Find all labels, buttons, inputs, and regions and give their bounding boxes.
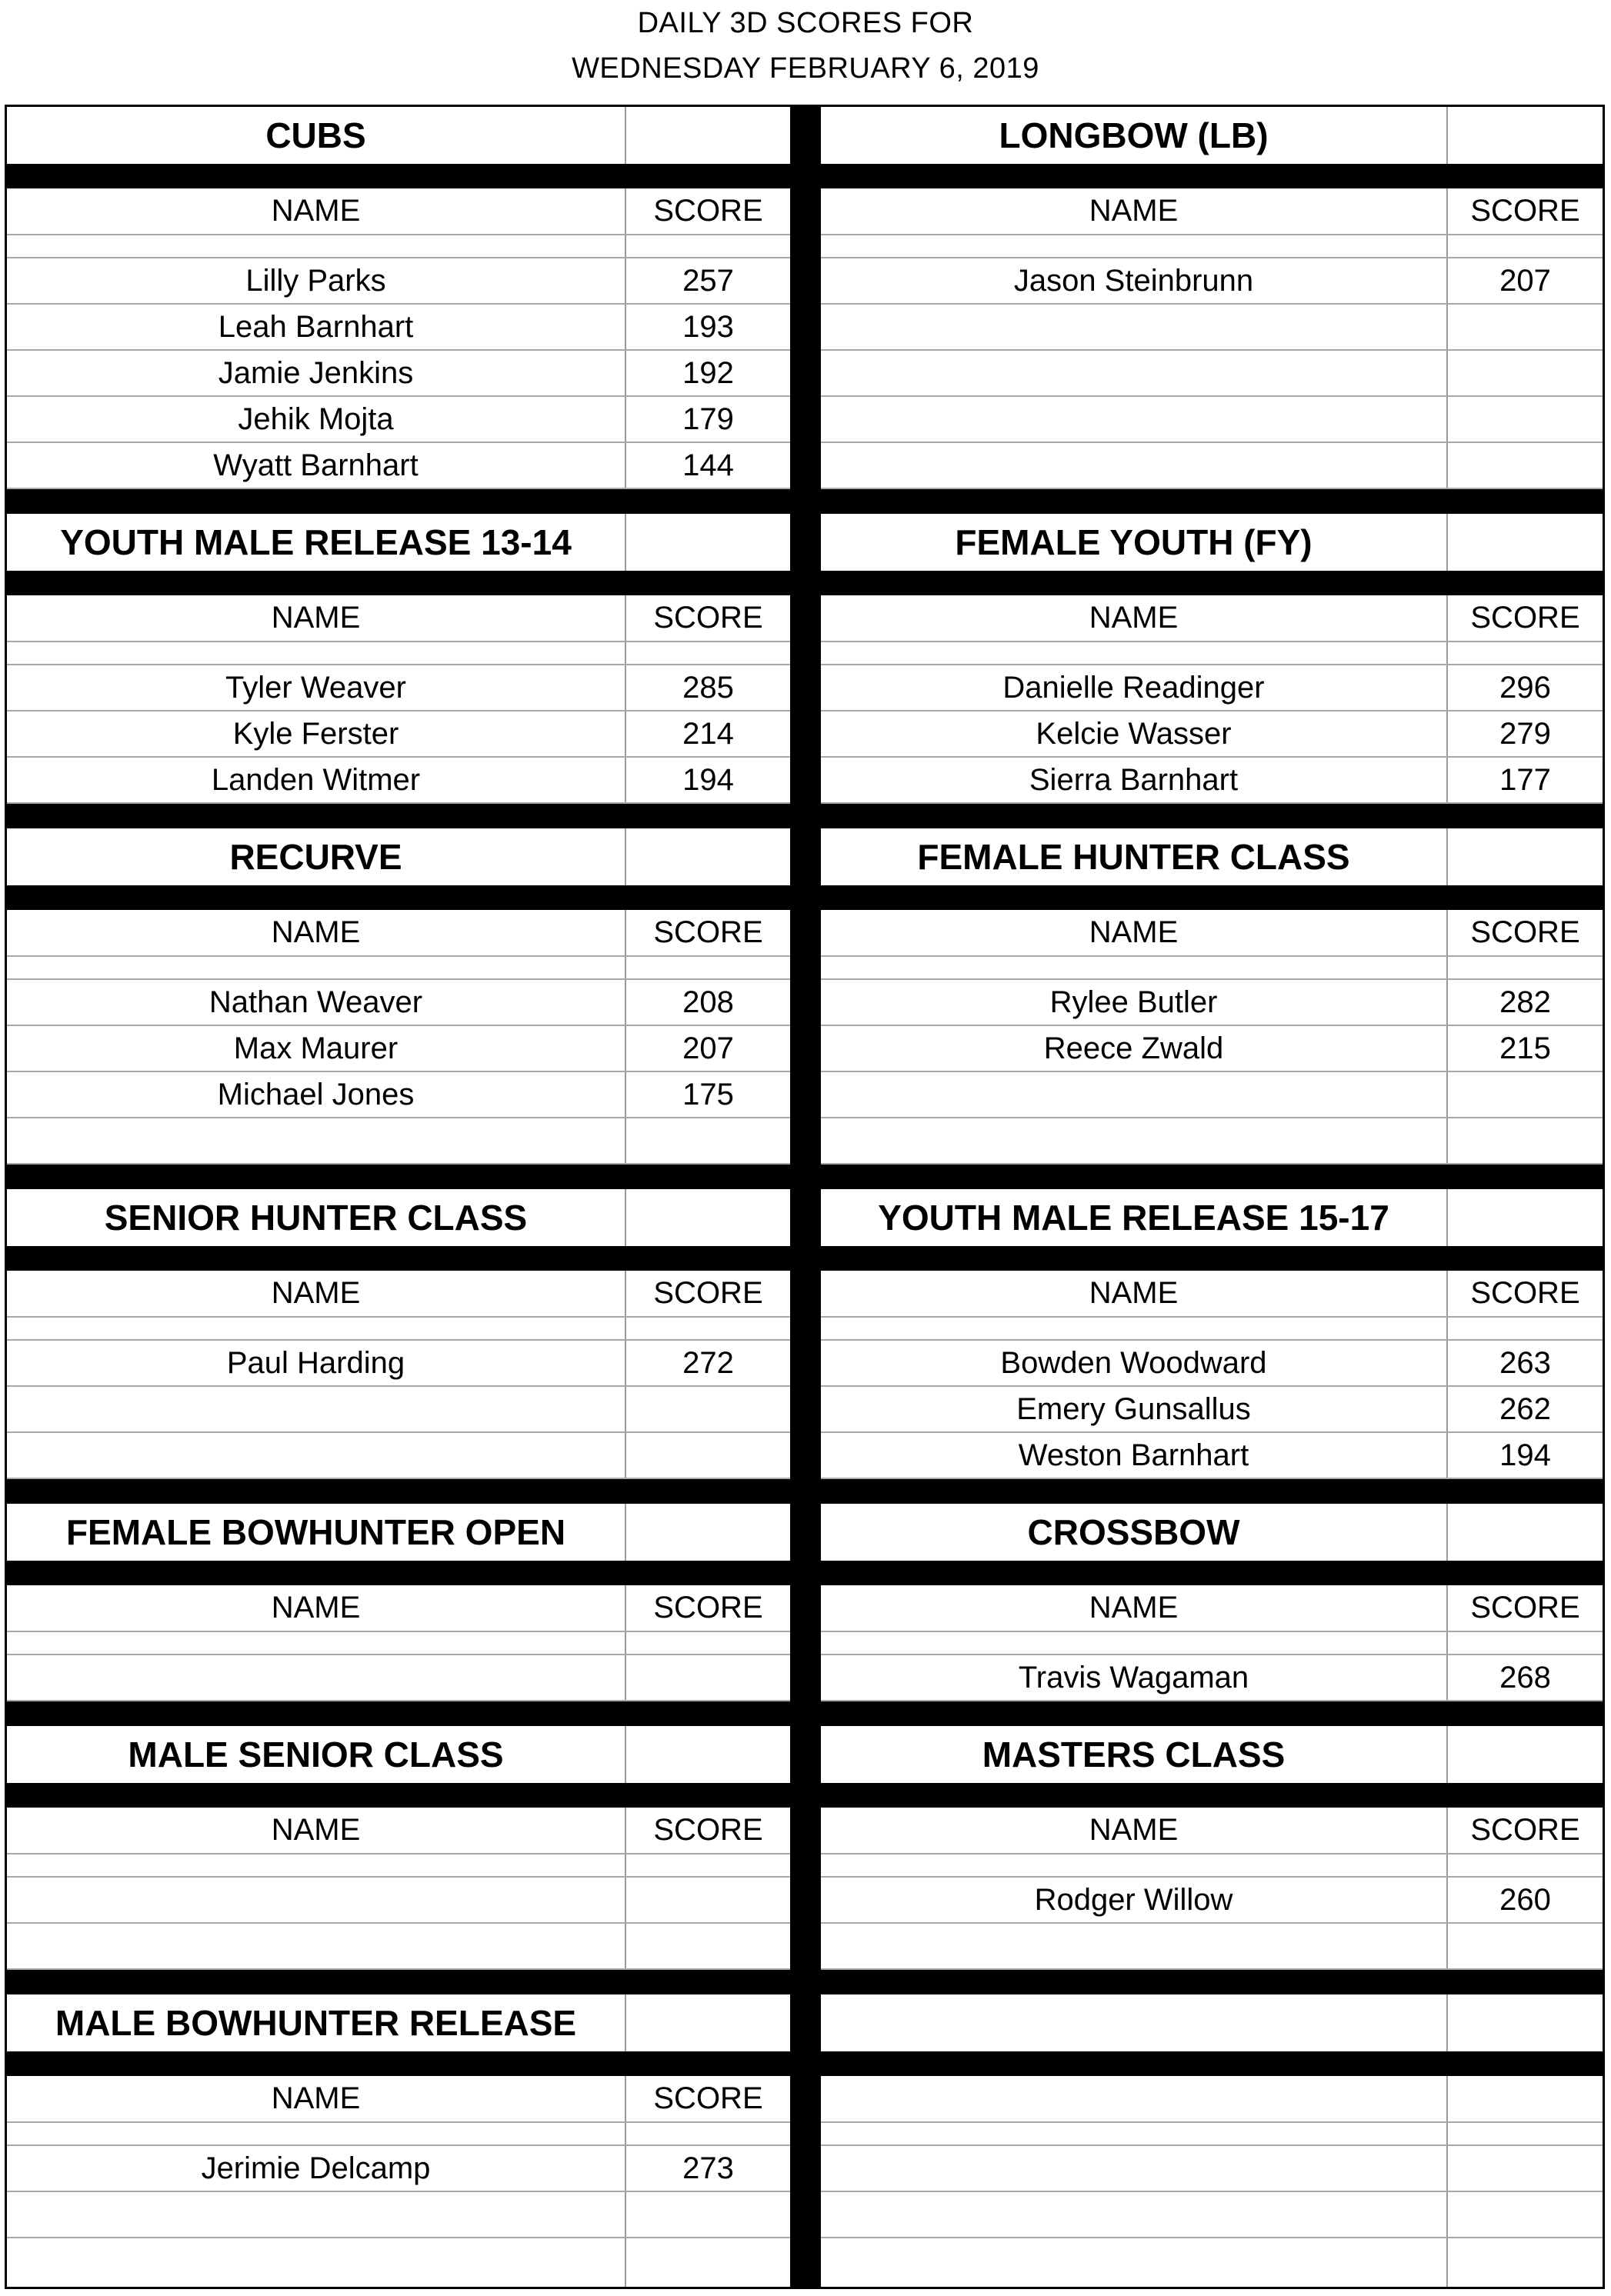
score-cell xyxy=(1448,2146,1603,2191)
score-cell: 144 xyxy=(682,448,734,482)
section-bar xyxy=(7,571,790,595)
spacer-row xyxy=(821,1318,1603,1341)
column-header-row xyxy=(7,910,790,957)
score-cell xyxy=(1448,1318,1603,1339)
table-row xyxy=(7,1118,790,1165)
name-cell xyxy=(7,2192,625,2237)
table-row xyxy=(7,443,790,489)
score-cell xyxy=(626,235,790,257)
score-cell xyxy=(626,2192,790,2237)
section-bar xyxy=(821,571,1603,595)
score-cell: SCORE xyxy=(1470,601,1580,635)
section-header xyxy=(7,1726,790,1783)
spacer-row xyxy=(821,1632,1603,1655)
score-section xyxy=(7,1189,790,1504)
section-gap xyxy=(7,1970,790,1994)
column-header-row xyxy=(7,188,790,235)
score-cell xyxy=(626,957,790,978)
name-cell xyxy=(7,1655,625,1700)
table-row xyxy=(821,1433,1603,1479)
name-cell: Tyler Weaver xyxy=(225,670,406,705)
name-cell: Sierra Barnhart xyxy=(1029,762,1239,797)
name-cell: NAME xyxy=(1089,915,1179,949)
table-row xyxy=(7,1878,790,1924)
score-cell: SCORE xyxy=(1470,1276,1580,1310)
score-cell: 272 xyxy=(682,1345,734,1380)
score-section xyxy=(821,1994,1603,2238)
score-cell xyxy=(1448,305,1603,349)
score-cell xyxy=(626,1433,790,1478)
score-cell xyxy=(1448,2076,1603,2121)
name-cell xyxy=(7,1924,625,1968)
name-cell xyxy=(7,2123,625,2144)
name-cell: Lilly Parks xyxy=(245,263,386,298)
name-cell: NAME xyxy=(1089,1591,1179,1625)
column-header-row xyxy=(821,2076,1603,2123)
score-cell xyxy=(626,1924,790,1968)
name-cell: Kyle Ferster xyxy=(232,716,399,751)
score-cell xyxy=(1448,2123,1603,2144)
section-title-score-cell xyxy=(1448,1994,1603,2051)
table-row xyxy=(821,351,1603,397)
score-section xyxy=(7,828,790,1189)
score-cell: SCORE xyxy=(653,1591,763,1625)
score-section xyxy=(7,1726,790,1994)
name-cell xyxy=(7,1118,625,1163)
section-title: RECURVE xyxy=(229,837,402,877)
score-cell xyxy=(1448,443,1603,488)
section-title-score-cell xyxy=(1448,514,1603,571)
table-row xyxy=(7,758,790,804)
section-header xyxy=(821,1504,1603,1561)
section-header xyxy=(821,514,1603,571)
table-row xyxy=(821,1026,1603,1072)
section-title: MALE BOWHUNTER RELEASE xyxy=(55,2003,577,2043)
score-cell: SCORE xyxy=(1470,1591,1580,1625)
table-row xyxy=(821,2192,1603,2238)
score-section xyxy=(7,1994,790,2238)
column-header-row xyxy=(7,595,790,642)
score-cell xyxy=(1448,235,1603,257)
score-cell: 279 xyxy=(1499,716,1551,751)
table-row xyxy=(821,1341,1603,1387)
table-row xyxy=(821,980,1603,1026)
score-cell xyxy=(1448,397,1603,442)
name-cell xyxy=(7,1433,625,1478)
table-row xyxy=(7,665,790,711)
name-cell: Bowden Woodward xyxy=(1000,1345,1267,1380)
name-cell: NAME xyxy=(271,915,361,949)
name-cell: Paul Harding xyxy=(226,1345,405,1380)
score-cell xyxy=(626,1878,790,1922)
section-header xyxy=(821,107,1603,164)
section-gap xyxy=(7,1165,790,1189)
score-cell xyxy=(1448,1072,1603,1117)
section-title: YOUTH MALE RELEASE 15-17 xyxy=(878,1198,1389,1238)
section-title: CUBS xyxy=(265,115,366,155)
name-cell xyxy=(821,2146,1446,2191)
left-column xyxy=(7,107,790,2287)
score-cell xyxy=(626,1387,790,1431)
section-bar xyxy=(7,885,790,910)
column-header-row xyxy=(7,1585,790,1632)
section-title-score-cell xyxy=(626,514,790,571)
score-cell: SCORE xyxy=(1470,915,1580,949)
name-cell: Kelcie Wasser xyxy=(1036,716,1232,751)
column-header-row xyxy=(821,1808,1603,1854)
section-gap xyxy=(821,1479,1603,1504)
table-row xyxy=(7,711,790,758)
table-row xyxy=(7,1387,790,1433)
table-row xyxy=(821,1072,1603,1118)
section-bar xyxy=(821,1783,1603,1808)
score-cell: SCORE xyxy=(1470,1813,1580,1847)
section-gap xyxy=(7,1701,790,1726)
name-cell: Travis Wagaman xyxy=(1018,1660,1249,1695)
name-cell: Jehik Mojta xyxy=(238,402,394,436)
score-section xyxy=(7,1504,790,1726)
section-bar xyxy=(7,1783,790,1808)
page-title-line2: WEDNESDAY FEBRUARY 6, 2019 xyxy=(572,52,1039,85)
right-column xyxy=(821,107,1603,2287)
score-cell: 194 xyxy=(682,762,734,797)
table-row xyxy=(7,1026,790,1072)
score-cell: 207 xyxy=(1499,263,1551,298)
name-cell xyxy=(821,351,1446,395)
column-header-row xyxy=(821,595,1603,642)
section-title-score-cell xyxy=(626,828,790,885)
section-title-score-cell xyxy=(626,1504,790,1561)
name-cell: Jason Steinbrunn xyxy=(1013,263,1254,298)
section-title-score-cell xyxy=(1448,828,1603,885)
section-bar xyxy=(821,2051,1603,2076)
table-row xyxy=(821,758,1603,804)
score-cell: 207 xyxy=(682,1031,734,1065)
section-gap xyxy=(821,1165,1603,1189)
name-cell: NAME xyxy=(271,194,361,228)
table-row xyxy=(7,2192,790,2238)
section-bar xyxy=(821,164,1603,188)
name-cell: Leah Barnhart xyxy=(218,309,414,344)
name-cell: Emery Gunsallus xyxy=(1016,1391,1251,1426)
score-cell: SCORE xyxy=(1470,194,1580,228)
column-header-row xyxy=(821,1585,1603,1632)
name-cell: Jerimie Delcamp xyxy=(201,2151,431,2185)
section-header xyxy=(7,1994,790,2051)
name-cell: NAME xyxy=(1089,1276,1179,1310)
score-cell: 194 xyxy=(1499,1438,1551,1472)
score-cell xyxy=(626,2123,790,2144)
name-cell xyxy=(7,235,625,257)
name-cell xyxy=(821,1118,1446,1163)
name-cell xyxy=(821,443,1446,488)
table-row xyxy=(7,2146,790,2192)
name-cell: NAME xyxy=(271,601,361,635)
score-cell: 215 xyxy=(1499,1031,1551,1065)
score-cell: SCORE xyxy=(653,1813,763,1847)
name-cell: Danielle Readinger xyxy=(1002,670,1265,705)
section-title: MALE SENIOR CLASS xyxy=(128,1734,504,1774)
page-title-line1: DAILY 3D SCORES FOR xyxy=(637,7,974,39)
section-bar xyxy=(821,1246,1603,1271)
score-cell: 268 xyxy=(1499,1660,1551,1695)
name-cell xyxy=(821,397,1446,442)
name-cell xyxy=(821,1632,1446,1654)
score-cell xyxy=(1448,2192,1603,2237)
table-row xyxy=(7,1924,790,1970)
section-header xyxy=(7,1189,790,1246)
table-row xyxy=(7,305,790,351)
section-gap xyxy=(821,489,1603,514)
score-cell: 273 xyxy=(682,2151,734,2185)
section-title-score-cell xyxy=(1448,1189,1603,1246)
table-row xyxy=(821,305,1603,351)
section-gap xyxy=(7,489,790,514)
score-section xyxy=(821,828,1603,1189)
score-section xyxy=(7,107,790,514)
section-title: SENIOR HUNTER CLASS xyxy=(104,1198,528,1238)
table-row xyxy=(821,711,1603,758)
name-cell xyxy=(7,1878,625,1922)
score-section xyxy=(821,1189,1603,1504)
table-row xyxy=(7,1072,790,1118)
table-row xyxy=(7,397,790,443)
score-cell xyxy=(1448,1854,1603,1876)
section-gap xyxy=(7,804,790,828)
score-cell xyxy=(626,1655,790,1700)
score-cell xyxy=(626,642,790,664)
section-title: LONGBOW (LB) xyxy=(999,115,1269,155)
score-section xyxy=(821,1726,1603,1994)
score-cell: 175 xyxy=(682,1077,734,1111)
table-row xyxy=(821,1655,1603,1701)
section-title-score-cell xyxy=(1448,1504,1603,1561)
spacer-row xyxy=(7,957,790,980)
score-cell xyxy=(1448,351,1603,395)
score-cell: 192 xyxy=(682,355,734,390)
score-cell xyxy=(626,1118,790,1163)
name-cell: NAME xyxy=(271,1813,361,1847)
table-row xyxy=(7,1433,790,1479)
score-cell: 177 xyxy=(1499,762,1551,797)
table-row xyxy=(7,1655,790,1701)
section-title: FEMALE HUNTER CLASS xyxy=(917,837,1350,877)
spacer-row xyxy=(821,642,1603,665)
section-title-score-cell xyxy=(626,1994,790,2051)
name-cell: Wyatt Barnhart xyxy=(213,448,419,482)
name-cell xyxy=(7,1632,625,1654)
score-cell: SCORE xyxy=(653,2081,763,2115)
spacer-row xyxy=(7,642,790,665)
section-title: YOUTH MALE RELEASE 13-14 xyxy=(60,522,572,562)
section-title-score-cell xyxy=(626,1189,790,1246)
spacer-row xyxy=(7,1854,790,1878)
table-row xyxy=(7,980,790,1026)
score-sheet xyxy=(5,105,1605,2289)
table-row xyxy=(821,665,1603,711)
section-header xyxy=(7,107,790,164)
section-bar xyxy=(7,1561,790,1585)
section-bar xyxy=(7,164,790,188)
section-title-score-cell xyxy=(626,107,790,164)
name-cell xyxy=(821,1072,1446,1117)
section-header xyxy=(821,828,1603,885)
score-cell: 263 xyxy=(1499,1345,1551,1380)
section-bar xyxy=(821,1561,1603,1585)
score-cell: 179 xyxy=(682,402,734,436)
score-section xyxy=(821,107,1603,514)
name-cell xyxy=(821,2076,1446,2121)
name-cell xyxy=(821,1318,1446,1339)
spacer-row xyxy=(821,1854,1603,1878)
table-row xyxy=(821,443,1603,489)
section-bar xyxy=(821,885,1603,910)
name-cell xyxy=(821,2123,1446,2144)
name-cell xyxy=(821,957,1446,978)
column-header-row xyxy=(7,2076,790,2123)
name-cell: NAME xyxy=(1089,601,1179,635)
name-cell: Landen Witmer xyxy=(211,762,421,797)
spacer-row xyxy=(821,235,1603,258)
section-title xyxy=(821,1994,1446,2051)
name-cell xyxy=(821,305,1446,349)
name-cell: Rylee Butler xyxy=(1049,985,1218,1019)
score-section xyxy=(7,514,790,828)
name-cell: Max Maurer xyxy=(233,1031,399,1065)
name-cell: NAME xyxy=(1089,194,1179,228)
name-cell: NAME xyxy=(1089,1813,1179,1847)
table-row xyxy=(7,351,790,397)
table-row xyxy=(821,258,1603,305)
section-title-score-cell xyxy=(626,1726,790,1783)
score-cell: 282 xyxy=(1499,985,1551,1019)
table-row xyxy=(821,1387,1603,1433)
score-cell xyxy=(1448,1924,1603,1968)
section-title: CROSSBOW xyxy=(1027,1512,1240,1552)
section-header xyxy=(821,1726,1603,1783)
spacer-row xyxy=(7,1318,790,1341)
name-cell xyxy=(821,642,1446,664)
section-title: FEMALE BOWHUNTER OPEN xyxy=(65,1512,566,1552)
section-header xyxy=(821,1994,1603,2051)
section-bar xyxy=(7,2051,790,2076)
score-section xyxy=(821,1504,1603,1726)
name-cell xyxy=(7,1854,625,1876)
score-cell: 260 xyxy=(1499,1882,1551,1917)
score-cell xyxy=(1448,1632,1603,1654)
name-cell: Reece Zwald xyxy=(1043,1031,1224,1065)
column-header-row xyxy=(7,1271,790,1318)
score-cell xyxy=(1448,957,1603,978)
name-cell: Rodger Willow xyxy=(1034,1882,1233,1917)
score-cell: 262 xyxy=(1499,1391,1551,1426)
section-gap xyxy=(821,1701,1603,1726)
section-header xyxy=(7,828,790,885)
section-title-score-cell xyxy=(1448,107,1603,164)
table-row xyxy=(7,1341,790,1387)
section-gap xyxy=(821,804,1603,828)
section-header xyxy=(7,1504,790,1561)
spacer-row xyxy=(7,1632,790,1655)
name-cell xyxy=(7,1387,625,1431)
table-row xyxy=(821,1118,1603,1165)
name-cell xyxy=(7,957,625,978)
section-title: MASTERS CLASS xyxy=(982,1734,1286,1774)
score-cell: SCORE xyxy=(653,194,763,228)
name-cell xyxy=(821,2192,1446,2237)
section-gap xyxy=(821,1970,1603,1994)
section-gap xyxy=(7,1479,790,1504)
table-row xyxy=(821,397,1603,443)
column-divider xyxy=(790,107,821,2287)
spacer-row xyxy=(7,2123,790,2146)
score-cell: 257 xyxy=(682,263,734,298)
score-section xyxy=(821,514,1603,828)
section-header xyxy=(821,1189,1603,1246)
score-cell: 214 xyxy=(682,716,734,751)
name-cell: NAME xyxy=(271,1591,361,1625)
spacer-row xyxy=(7,235,790,258)
name-cell xyxy=(7,642,625,664)
section-title: FEMALE YOUTH (FY) xyxy=(955,522,1312,562)
score-cell: SCORE xyxy=(653,915,763,949)
section-title-score-cell xyxy=(1448,1726,1603,1783)
score-cell: SCORE xyxy=(653,601,763,635)
score-cell: 296 xyxy=(1499,670,1551,705)
score-cell xyxy=(626,1632,790,1654)
name-cell: Jamie Jenkins xyxy=(218,355,414,390)
column-header-row xyxy=(821,1271,1603,1318)
section-header xyxy=(7,514,790,571)
section-bar xyxy=(7,1246,790,1271)
name-cell xyxy=(821,1854,1446,1876)
table-row xyxy=(821,1924,1603,1970)
table-row xyxy=(821,2146,1603,2192)
name-cell: Nathan Weaver xyxy=(208,985,423,1019)
spacer-row xyxy=(821,2123,1603,2146)
score-cell xyxy=(626,1854,790,1876)
table-row xyxy=(7,258,790,305)
score-cell: SCORE xyxy=(653,1276,763,1310)
name-cell: NAME xyxy=(271,2081,361,2115)
name-cell xyxy=(821,1924,1446,1968)
name-cell: Michael Jones xyxy=(217,1077,415,1111)
score-cell xyxy=(626,1318,790,1339)
spacer-row xyxy=(821,957,1603,980)
column-header-row xyxy=(821,188,1603,235)
table-row xyxy=(821,1878,1603,1924)
column-header-row xyxy=(7,1808,790,1854)
name-cell xyxy=(7,1318,625,1339)
column-header-row xyxy=(821,910,1603,957)
name-cell: NAME xyxy=(271,1276,361,1310)
name-cell xyxy=(821,235,1446,257)
score-cell: 193 xyxy=(682,309,734,344)
score-cell: 208 xyxy=(682,985,734,1019)
score-cell xyxy=(1448,642,1603,664)
score-cell xyxy=(1448,1118,1603,1163)
name-cell: Weston Barnhart xyxy=(1018,1438,1249,1472)
score-cell: 285 xyxy=(682,670,734,705)
